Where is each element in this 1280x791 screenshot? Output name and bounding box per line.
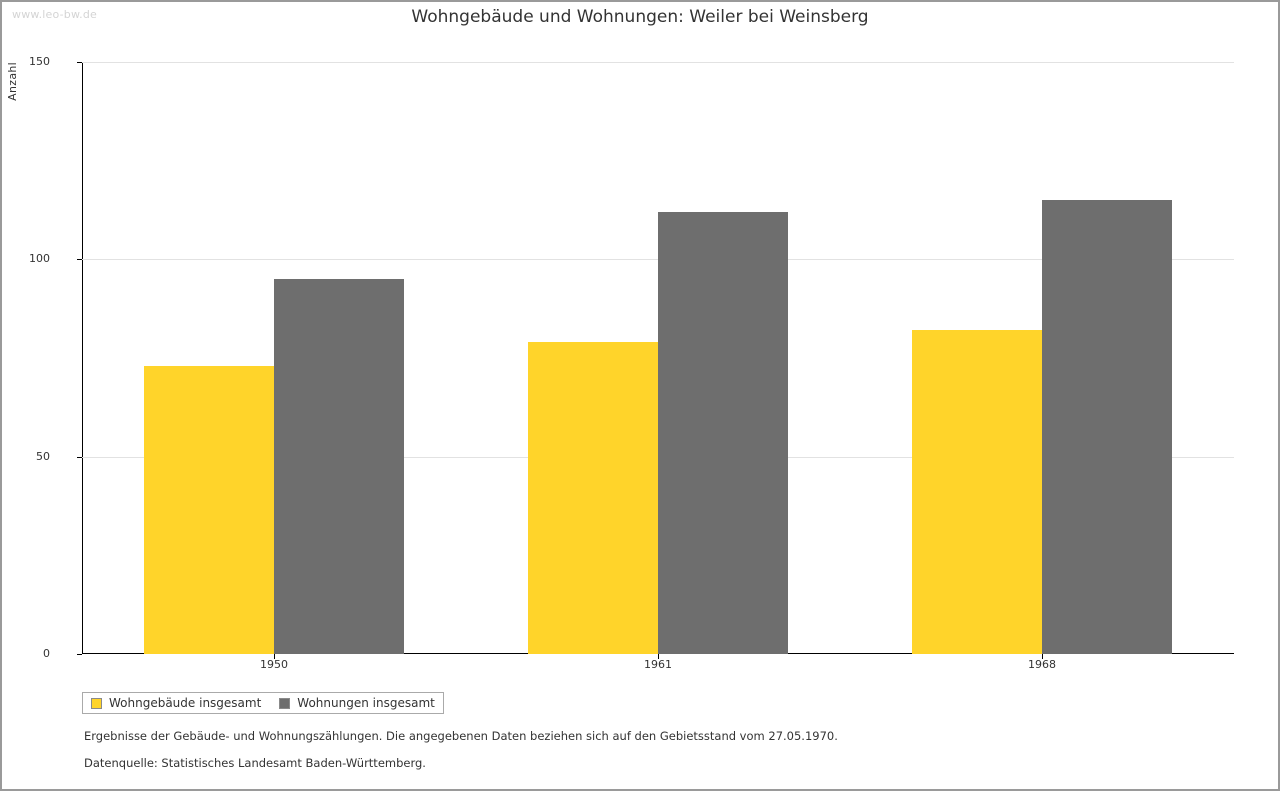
footnote-source: Datenquelle: Statistisches Landesamt Baden-Württemberg. xyxy=(84,756,426,770)
watermark: www.leo-bw.de xyxy=(12,8,98,21)
bar[interactable] xyxy=(274,279,404,654)
y-tick-mark xyxy=(77,457,82,458)
plot-area xyxy=(29,55,1234,671)
chart-title: Wohngebäude und Wohnungen: Weiler bei Weinsberg xyxy=(411,7,869,27)
bar[interactable] xyxy=(658,212,788,654)
bar[interactable] xyxy=(144,366,274,654)
x-tick-label: 1961 xyxy=(644,658,672,671)
legend-item-wohngebaeude[interactable] xyxy=(91,696,261,710)
footnote-methodology: Ergebnisse der Gebäude- und Wohnungszählungen. Die angegebenen Daten beziehen sich auf den Gebietsstand vom 27.05.1970. xyxy=(84,729,838,743)
y-axis-line xyxy=(82,62,83,654)
bar[interactable] xyxy=(528,342,658,654)
x-tick-label: 1950 xyxy=(260,658,288,671)
legend-swatch-icon xyxy=(279,698,290,709)
x-tick-label: 1968 xyxy=(1028,658,1056,671)
legend-swatch-icon xyxy=(91,698,102,709)
y-axis-label: Anzahl xyxy=(6,62,19,101)
y-tick-label: 150 xyxy=(29,55,50,68)
y-tick-mark xyxy=(77,62,82,63)
y-tick-label: 0 xyxy=(43,647,50,660)
bar[interactable] xyxy=(1042,200,1172,654)
legend-item-wohnungen[interactable] xyxy=(279,696,435,710)
y-tick-mark xyxy=(77,259,82,260)
gridline xyxy=(82,62,1234,63)
y-tick-mark xyxy=(77,654,82,655)
legend-label: Wohnungen insgesamt xyxy=(297,696,435,710)
y-tick-label: 100 xyxy=(29,252,50,266)
y-tick-label: 50 xyxy=(36,449,50,463)
legend xyxy=(82,692,444,714)
bar[interactable] xyxy=(912,330,1042,654)
legend-label: Wohngebäude insgesamt xyxy=(109,696,262,710)
